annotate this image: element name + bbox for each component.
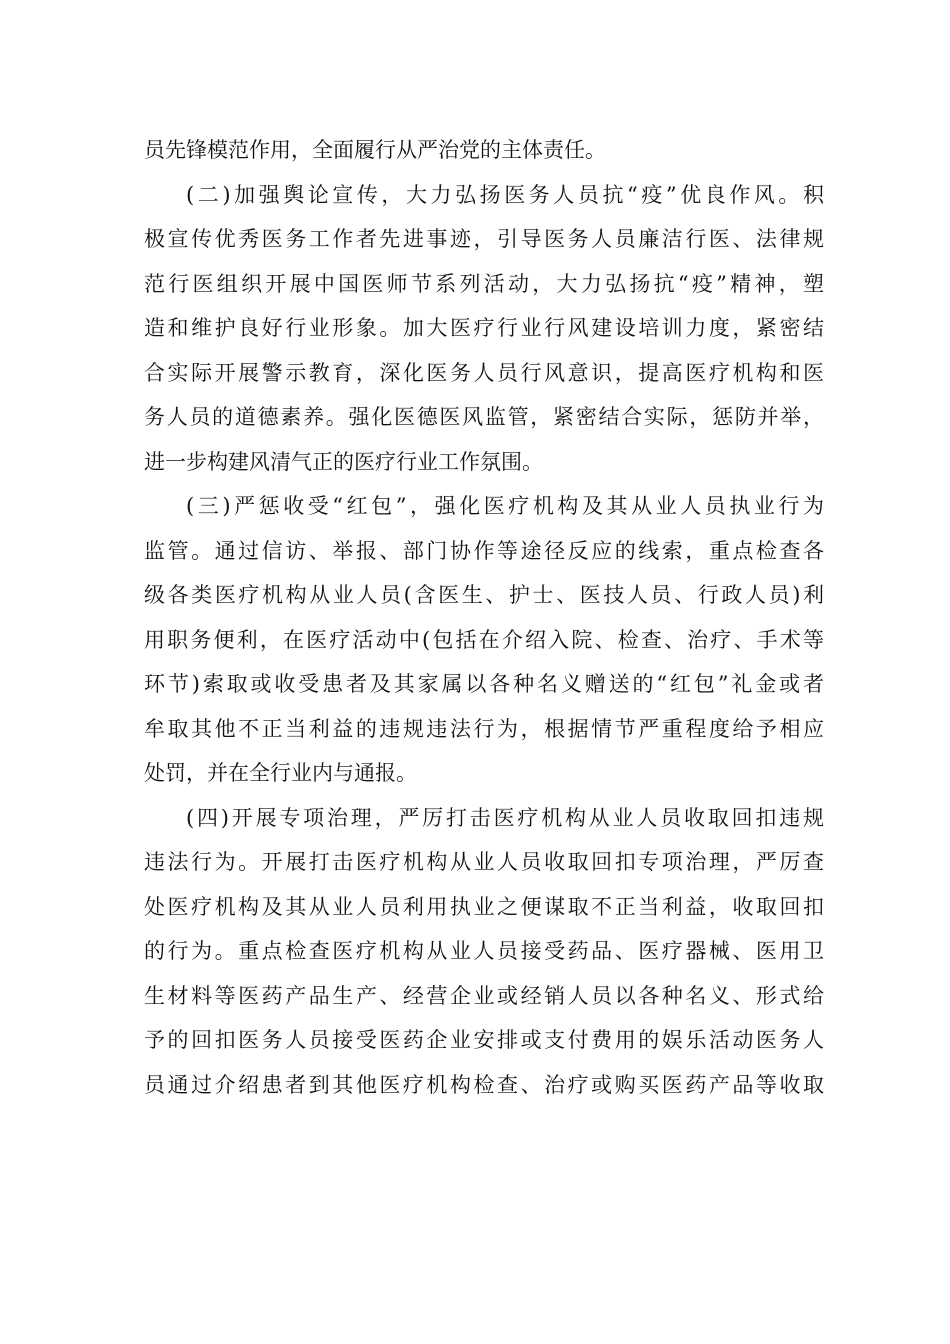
text-line: 造和维护良好行业形象。加大医疗行业行风建设培训力度，紧密结: [144, 316, 824, 340]
text-line: 级各类医疗机构从业人员(含医生、护士、医技人员、行政人员)利: [144, 583, 824, 607]
text-line: 范行医组织开展中国医师节系列活动，大力弘扬抗“疫”精神，塑: [144, 271, 824, 296]
body-text: [144, 128, 824, 1107]
text-line: 的行为。重点检查医疗机构从业人员接受药品、医疗器械、医用卫: [144, 939, 824, 963]
text-line: 环节)索取或收受患者及其家属以各种名义赠送的“红包”礼金或者: [144, 672, 824, 696]
text-line: 极宣传优秀医务工作者先进事迹，引导医务人员廉洁行医、法律规: [144, 227, 824, 251]
text-line: 牟取其他不正当利益的违规违法行为，根据情节严重程度给予相应: [144, 716, 824, 741]
text-line: 处罚，并在全行业内与通报。: [144, 761, 417, 785]
paragraph-heading-line: (二)加强舆论宣传，大力弘扬医务人员抗“疫”优良作风。积: [186, 182, 824, 207]
text-line: 用职务便利，在医疗活动中(包括在介绍入院、检查、治疗、手术等: [144, 627, 824, 652]
text-line: 员通过介绍患者到其他医疗机构检查、治疗或购买医药产品等收取: [144, 1072, 824, 1097]
paragraph-heading-line: (四)开展专项治理，严厉打击医疗机构从业人员收取回扣违规: [186, 805, 824, 830]
paragraph-heading-line: (三)严惩收受“红包”，强化医疗机构及其从业人员执业行为: [186, 494, 824, 518]
text-line: 员先锋模范作用，全面履行从严治党的主体责任。: [144, 138, 606, 162]
text-line: 予的回扣医务人员接受医药企业安排或支付费用的娱乐活动医务人: [144, 1028, 824, 1052]
text-line: 处医疗机构及其从业人员利用执业之便谋取不正当利益，收取回扣: [144, 894, 824, 919]
text-line: 监管。通过信访、举报、部门协作等途径反应的线索，重点检查各: [144, 538, 824, 563]
text-line: 生材料等医药产品生产、经营企业或经销人员以各种名义、形式给: [144, 983, 824, 1008]
text-line: 合实际开展警示教育，深化医务人员行风意识，提高医疗机构和医: [144, 360, 824, 385]
text-line: 进一步构建风清气正的医疗行业工作氛围。: [144, 449, 543, 474]
text-line: 务人员的道德素养。强化医德医风监管，紧密结合实际，惩防并举，: [144, 405, 824, 429]
text-line: 违法行为。开展打击医疗机构从业人员收取回扣专项治理，严厉查: [144, 850, 824, 874]
